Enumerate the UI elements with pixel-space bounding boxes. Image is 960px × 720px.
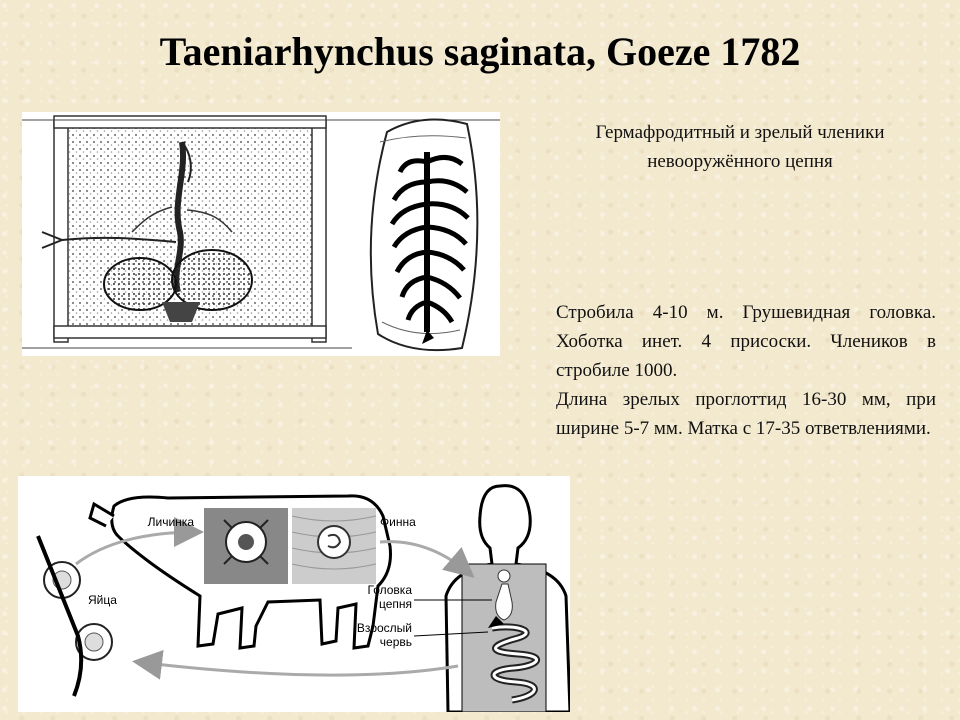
mature-segment-drawing: [371, 120, 478, 351]
description-text: [556, 298, 936, 443]
slide-title: Taeniarhynchus saginata, Goeze 1782: [159, 29, 801, 74]
arrow-human-to-eggs: [138, 662, 458, 675]
human-silhouette: [446, 486, 570, 712]
description-paragraph-2: Длина зрелых проглоттид 16-30 мм, при ширине 5-7 мм. Матка с 17-35 ответвлениями.: [556, 389, 936, 439]
label-larva: Личинка: [147, 515, 194, 529]
grass-stem: [38, 536, 81, 696]
finna-image: [292, 508, 376, 584]
label-adult-1: Взрослый: [356, 621, 412, 635]
label-head-1: Головка: [367, 583, 412, 597]
proglottid-illustration: [22, 112, 500, 356]
label-finna: Финна: [380, 515, 416, 529]
larva-image: [204, 508, 288, 584]
description-paragraph-1: Стробила 4-10 м. Грушевидная головка. Хоботка инет. 4 присоски. Члеников в стробиле 1000.: [556, 302, 936, 381]
label-eggs: Яйца: [88, 593, 117, 607]
lifecycle-diagram: [18, 476, 570, 712]
figure-caption: Гермафродитный и зрелый членики невооружённого цепня: [595, 122, 885, 172]
label-adult-2: червь: [379, 635, 412, 649]
label-head-2: цепня: [378, 597, 412, 611]
arrow-finna-to-human: [380, 542, 470, 574]
